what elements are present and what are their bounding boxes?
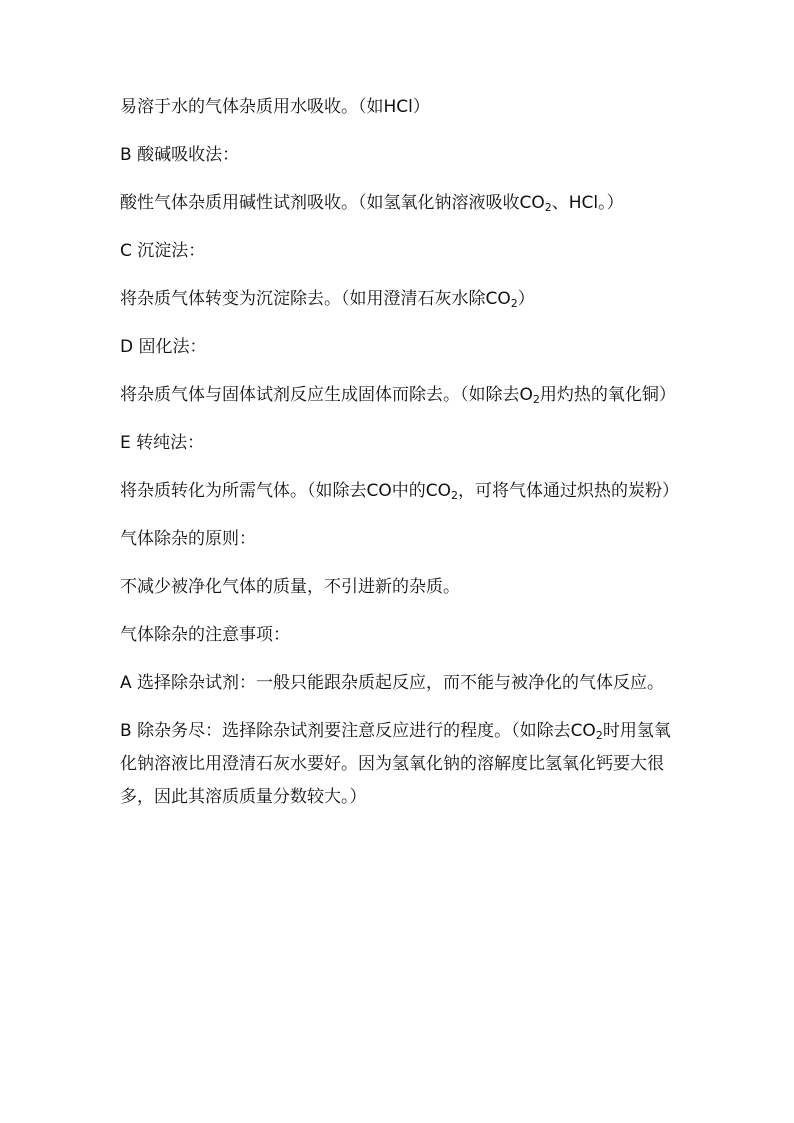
text: ，可将气体通过炽热的炭粉） [458,481,680,501]
paragraph-principles [120,571,680,604]
subscript: 2 [532,393,540,406]
text: A 选择除杂试剂：一般只能跟杂质起反应，而不能与被净化的气体反应。 [120,673,665,693]
text: B 酸碱吸收法： [120,145,240,165]
text: 易溶于水的气体杂质用水吸收。（如HCl） [120,97,430,117]
text: D 固化法： [120,337,207,357]
text: 用灼热的氧化铜） [539,385,676,405]
text: 将杂质气体转变为沉淀除去。（如用澄清石灰水除CO [120,289,511,309]
text: 将杂质转化为所需气体。（如除去CO中的CO [120,481,452,501]
text: 气体除杂的注意事项： [120,625,290,645]
text: B 除杂务尽：选择除杂试剂要注意反应进行的程度。（如除去CO [120,721,596,741]
subscript: 2 [510,297,518,310]
subscript: 2 [595,729,603,742]
text: 、HCl。） [551,193,624,213]
subscript: 2 [544,201,552,214]
text: 将杂质气体与固体试剂反应生成固体而除去。（如除去O [120,385,533,405]
heading-solidification [120,331,680,364]
text: C 沉淀法： [120,241,206,261]
document-body [120,91,680,829]
text: ） [517,289,535,309]
paragraph-note-reagent [120,667,680,700]
paragraph-water-absorption [120,91,680,124]
heading-precipitation [120,235,680,268]
text: 不减少被净化气体的质量，不引进新的杂质。 [120,577,460,597]
paragraph-solidification [120,379,680,412]
heading-acid-base-absorption [120,139,680,172]
heading-conversion [120,427,680,460]
heading-notes [120,619,680,652]
paragraph-precipitation [120,283,680,316]
paragraph-conversion [120,475,680,508]
text: 酸性气体杂质用碱性试剂吸收。（如氢氧化钠溶液吸收CO [120,193,545,213]
heading-principles [120,523,680,556]
paragraph-note-thorough [120,715,680,814]
text: 气体除杂的原则： [120,529,256,549]
text: E 转纯法： [120,433,205,453]
subscript: 2 [451,489,459,502]
paragraph-acid-base-absorption [120,187,680,220]
text: 时用氢氧化钠溶液比用澄清石灰水要好。因为氢氧化钠的溶解度比氢氧化钙要大很多，因此其溶质质量分数较大。） [120,721,671,807]
